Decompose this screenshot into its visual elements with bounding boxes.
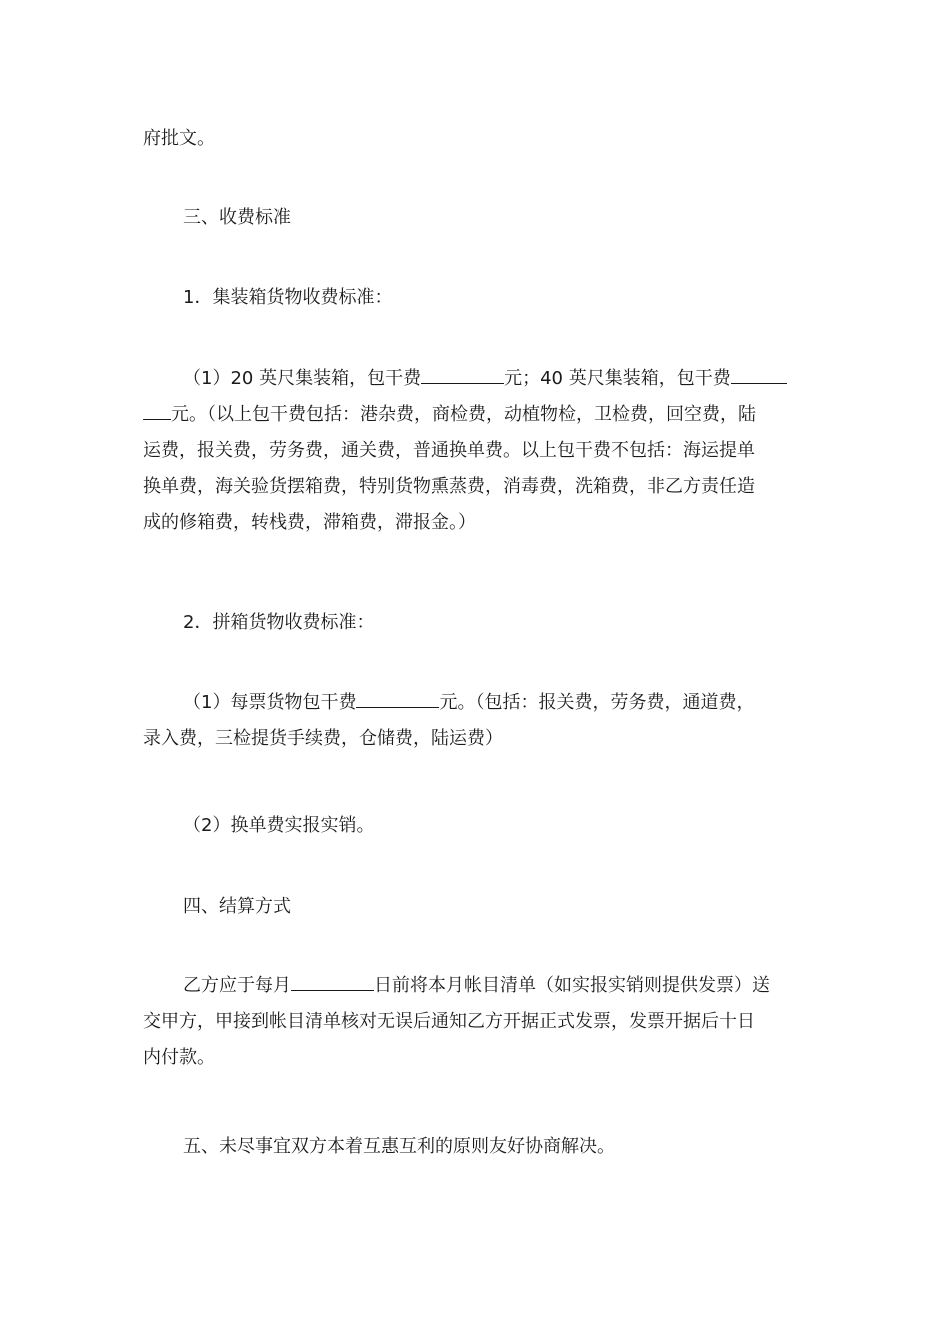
text-line xyxy=(143,361,808,397)
text-segment: 元。（以上包干费包括：港杂费，商检费，动植物检，卫检费，回空费，陆 xyxy=(171,404,756,425)
text-line: 运费，报关费，劳务费，通关费，普通换单费。以上包干费不包括：海运提单 xyxy=(143,440,755,461)
blank-field-lcl-fee xyxy=(356,685,439,708)
text-line xyxy=(143,685,808,721)
heading-settlement xyxy=(143,889,848,925)
blank-field-20ft-fee xyxy=(421,361,504,384)
text-segment: （1）每票货物包干费 xyxy=(183,692,357,713)
text-segment: 元；40 英尺集装箱，包干费 xyxy=(504,368,731,389)
text-line: 成的修箱费，转栈费，滞箱费，滞报金。） xyxy=(143,512,476,533)
text-line: 交甲方，甲接到帐目清单核对无误后通知乙方开据正式发票，发票开据后十日 xyxy=(143,1011,755,1032)
heading-fee-standards xyxy=(143,200,848,236)
blank-field-monthly-day xyxy=(291,968,374,991)
section-heading: 五、未尽事宜双方本着互惠互利的原则友好协商解决。 xyxy=(183,1136,615,1157)
text-segment: 日前将本月帐目清单（如实报实销则提供发票）送 xyxy=(374,975,770,996)
paragraph-other-matters xyxy=(143,1129,848,1165)
heading-lcl-fees xyxy=(143,605,848,641)
text-segment: 元。（包括：报关费，劳务费，通道费， xyxy=(439,692,755,713)
blank-field-40ft-fee-cont xyxy=(143,397,171,420)
subsection-heading: 2．拼箱货物收费标准： xyxy=(183,612,375,633)
blank-field-40ft-fee xyxy=(731,361,787,384)
text-segment: （1）20 英尺集装箱，包干费 xyxy=(183,368,422,389)
text-line: 府批文。 xyxy=(143,128,215,149)
paragraph-settlement xyxy=(143,968,808,1076)
section-heading: 三、收费标准 xyxy=(183,207,291,228)
section-heading: 四、结算方式 xyxy=(183,896,291,917)
subsection-heading: 1．集装箱货物收费标准： xyxy=(183,287,393,308)
paragraph-exchange-fee xyxy=(143,808,848,844)
text-line xyxy=(143,397,808,433)
text-line: 内付款。 xyxy=(143,1047,215,1068)
text-line: 换单费，海关验货摆箱费，特别货物熏蒸费，消毒费，洗箱费，非乙方责任造 xyxy=(143,476,755,497)
paragraph-lcl-fees xyxy=(143,685,808,757)
paragraph-container-fees xyxy=(143,361,808,541)
text-segment: 乙方应于每月 xyxy=(183,975,291,996)
paragraph-approval-tail xyxy=(143,121,808,157)
heading-container-fees xyxy=(143,280,848,316)
text-line: （2）换单费实报实销。 xyxy=(183,815,375,836)
text-line: 录入费，三检提货手续费，仓储费，陆运费） xyxy=(143,728,503,749)
text-line xyxy=(143,968,808,1004)
